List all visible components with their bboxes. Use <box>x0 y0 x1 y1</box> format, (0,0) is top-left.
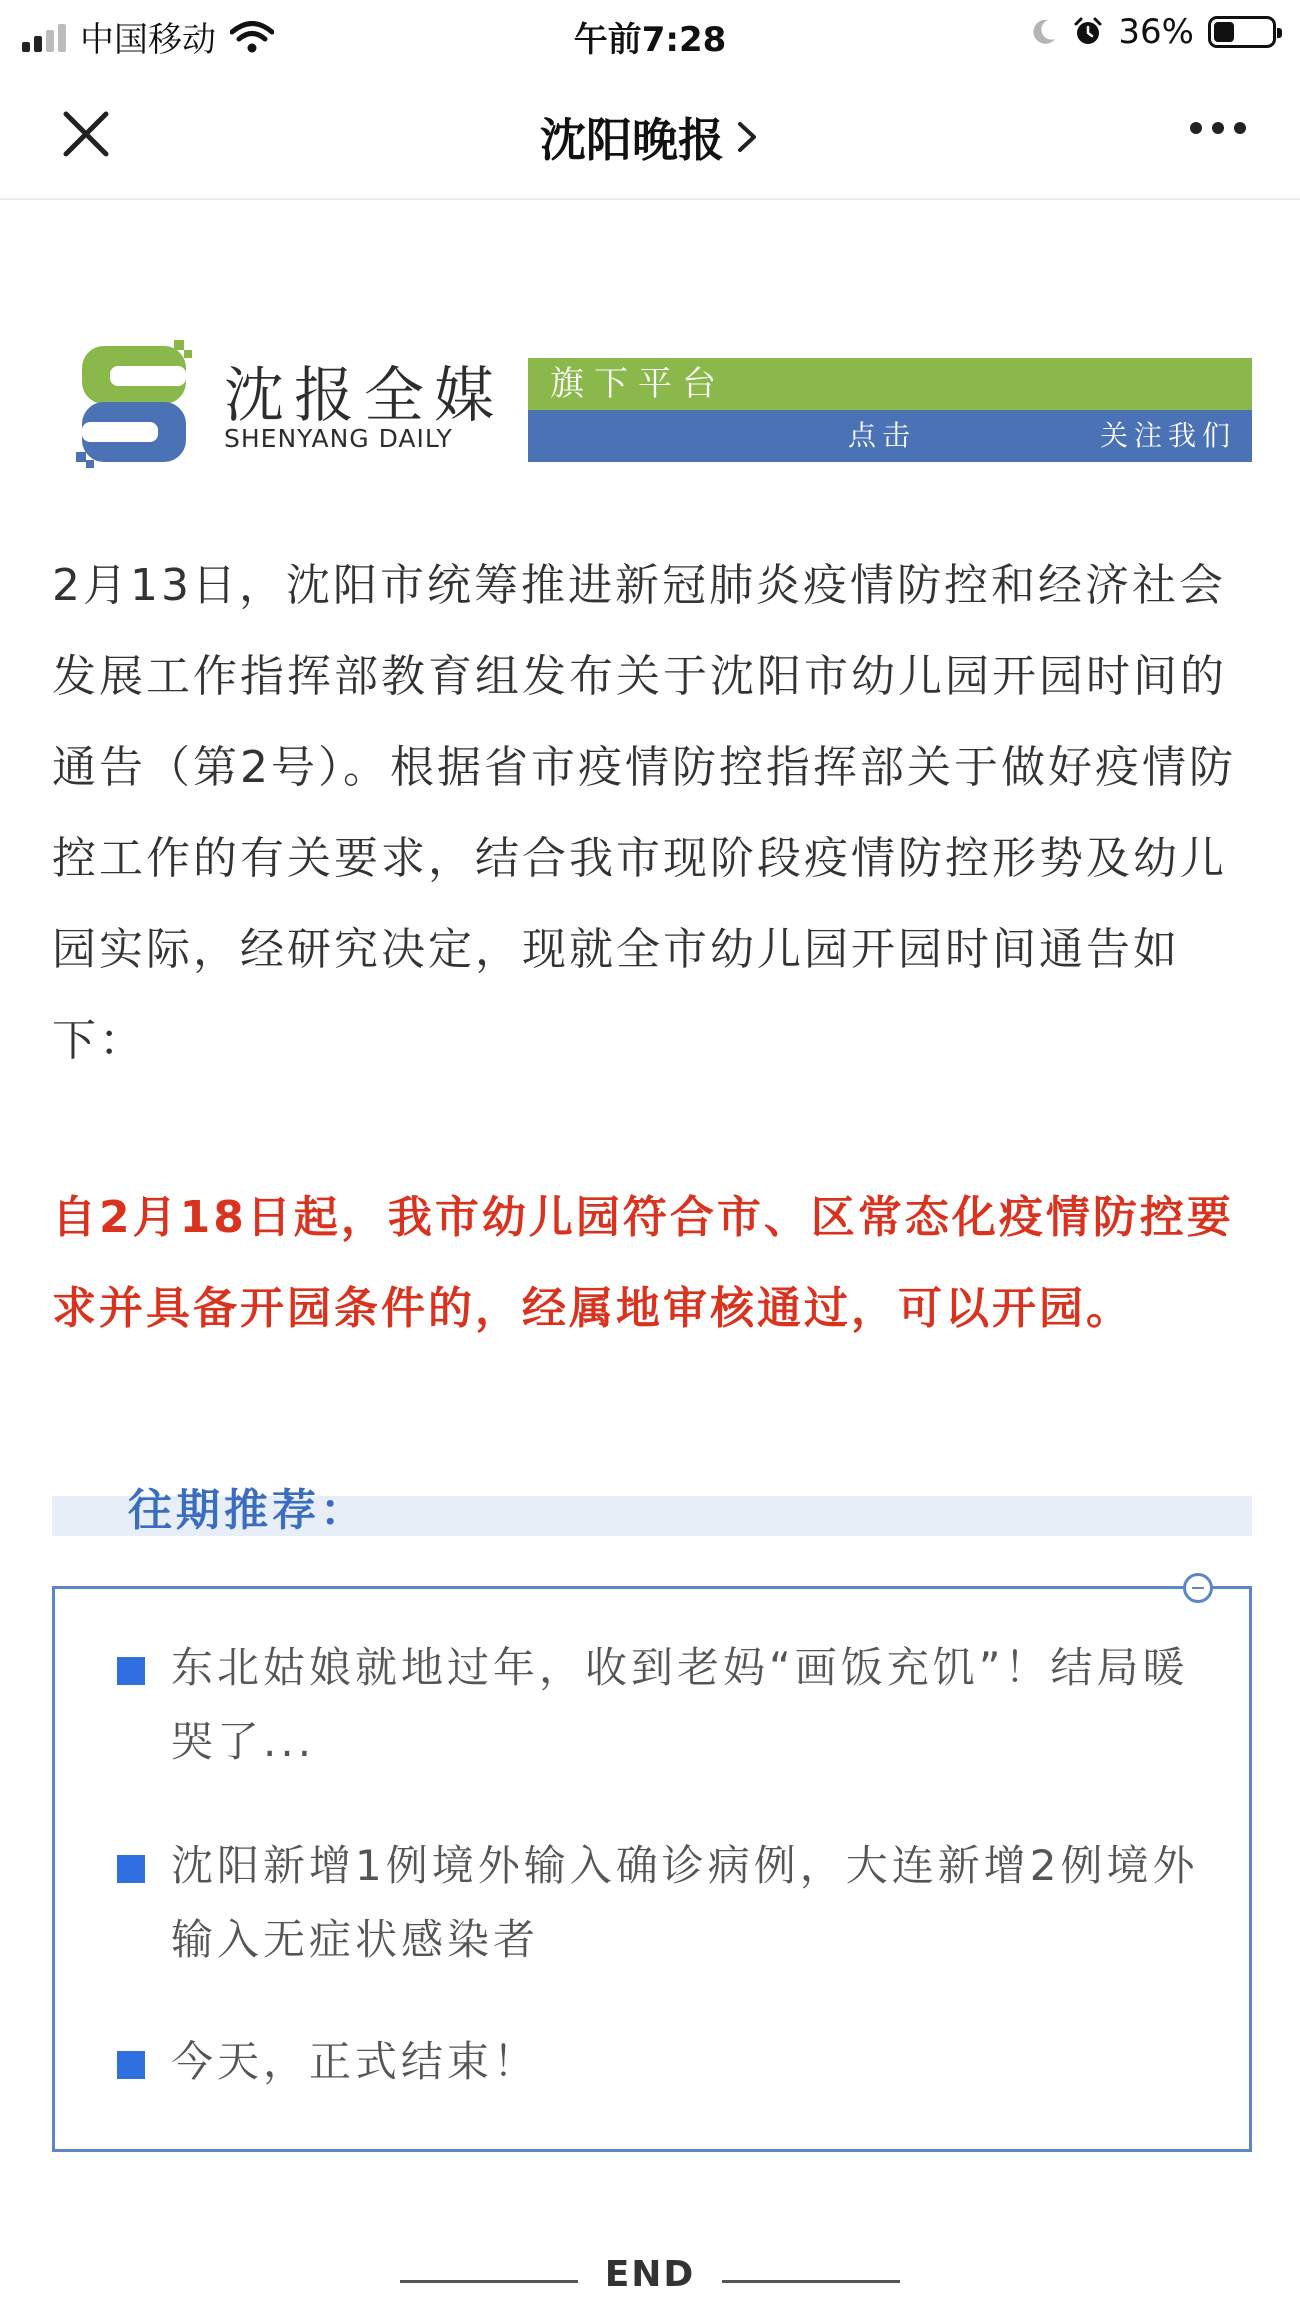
account-title-link[interactable] <box>0 104 1300 170</box>
recommend-title: 往期推荐： <box>128 1485 368 1536</box>
battery-percent: 36% <box>1118 12 1194 52</box>
account-title: 沈阳晚报 <box>540 113 724 167</box>
more-icon[interactable] <box>1190 122 1246 134</box>
recommend-item[interactable] <box>117 1631 1207 1779</box>
end-divider-right <box>722 2280 900 2283</box>
article-highlight: 自2月18日起，我市幼儿园符合市、区常态化疫情防控要求并具备开园条件的，经属地审核通过，可以开园。 <box>52 1192 1234 1334</box>
recommend-item[interactable] <box>117 2025 1207 2099</box>
recommend-item-label: 沈阳新增1例境外输入确诊病例，大连新增2例境外输入无症状感染者 <box>171 1841 1199 1964</box>
recommend-list <box>52 1586 1252 2152</box>
battery-fill <box>1214 22 1234 42</box>
square-bullet-icon <box>117 2051 145 2079</box>
alarm-icon <box>1072 16 1104 48</box>
follow-label: 关注我们 <box>1099 419 1236 452</box>
logo-chinese-name: 沈报全媒 <box>224 361 504 431</box>
status-time: 午前7:28 <box>573 20 727 60</box>
square-bullet-icon <box>117 1657 145 1685</box>
recommend-item-label: 东北姑娘就地过年，收到老妈“画饭充饥”！结局暖哭了... <box>171 1643 1189 1766</box>
carrier-name: 中国移动 <box>80 20 216 60</box>
shenyang-daily-logo-icon <box>76 340 196 468</box>
recommend-item-label: 今天，正式结束！ <box>171 2037 540 2086</box>
moon-icon <box>1028 17 1058 47</box>
follow-bar[interactable] <box>528 410 1252 462</box>
battery-icon <box>1208 16 1276 48</box>
recommend-item[interactable] <box>117 1829 1207 1977</box>
end-label: END <box>604 2254 696 2295</box>
platform-label: 旗下平台 <box>528 358 1252 410</box>
status-bar <box>0 0 1300 64</box>
article-paragraph: 2月13日，沈阳市统筹推进新冠肺炎疫情防控和经济社会发展工作指挥部教育组发布关于沈阳市幼儿园开园时间的通告（第2号）。根据省市疫情防控指挥部关于做好疫情防控工作的有关要求，结合我市现阶段疫情防控形势及幼儿园实际，经研究决定，现就全市幼儿园开园时间通告如下： <box>52 560 1236 1066</box>
nav-bar <box>0 64 1300 200</box>
decorative-circle-icon <box>1183 1573 1213 1603</box>
follow-banner[interactable] <box>76 340 1252 470</box>
logo-english-name: SHENYANG DAILY <box>224 424 453 453</box>
square-bullet-icon <box>117 1855 145 1883</box>
click-label: 点击 <box>848 419 917 452</box>
chevron-right-icon <box>734 118 760 156</box>
